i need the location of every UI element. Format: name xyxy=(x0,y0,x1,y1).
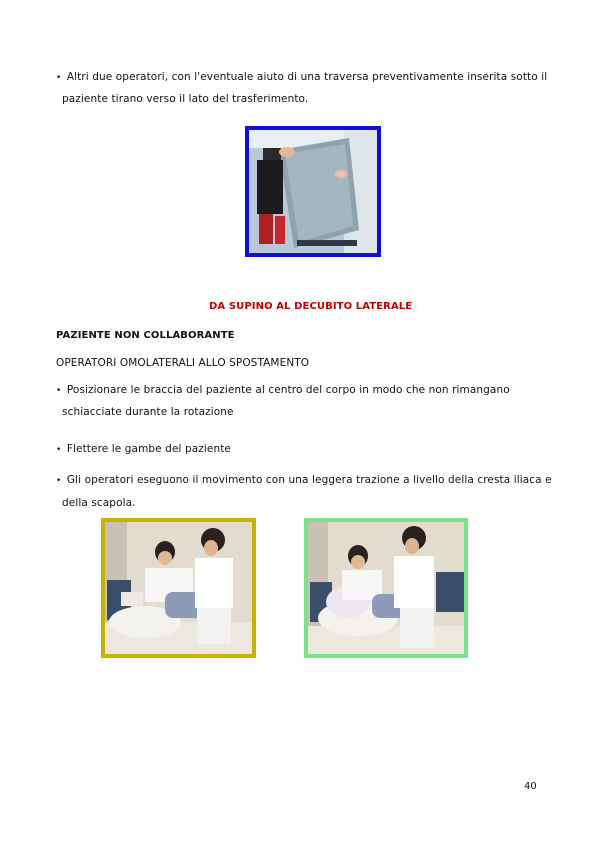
subtitle-operators: OPERATORI OMOLATERALI ALLO SPOSTAMENTO xyxy=(56,357,310,369)
bullet-glyph: • xyxy=(56,445,62,455)
bullet-item xyxy=(56,384,510,398)
bullet-text: Flettere le gambe del paziente xyxy=(66,443,231,455)
rotation-photo-right xyxy=(304,518,468,658)
bullet-text: Posizionare le braccia del paziente al centro del corpo in modo che non rimangano xyxy=(66,384,510,396)
bullet-item xyxy=(56,443,231,457)
transfer-illustration xyxy=(249,130,377,253)
bullet-glyph: • xyxy=(56,476,62,486)
bullet-item xyxy=(56,474,552,488)
transfer-photo xyxy=(245,126,381,257)
paragraph-text-continued: paziente tirano verso il lato del trasferimento. xyxy=(62,93,309,105)
bullet-glyph: • xyxy=(56,386,62,396)
paragraph-line xyxy=(56,71,547,85)
rotation-photo-left xyxy=(101,518,256,658)
paragraph-text: Altri due operatori, con l'eventuale aiuto di una traversa preventivamente inserita sotto il xyxy=(66,71,548,83)
section-title: DA SUPINO AL DECUBITO LATERALE xyxy=(209,301,413,312)
bullet-text: Gli operatori eseguono il movimento con una leggera trazione a livello della cresta iliaca e xyxy=(66,474,552,486)
bullet-text-continued: della scapola. xyxy=(62,497,136,509)
bullet-text-continued: schiacciate durante la rotazione xyxy=(62,406,234,418)
page-number: 40 xyxy=(524,781,537,792)
rotation-illustration-left xyxy=(105,522,252,654)
rotation-illustration-right xyxy=(308,522,464,654)
subtitle-patient: PAZIENTE NON COLLABORANTE xyxy=(56,330,235,341)
bullet-glyph: • xyxy=(56,73,62,83)
